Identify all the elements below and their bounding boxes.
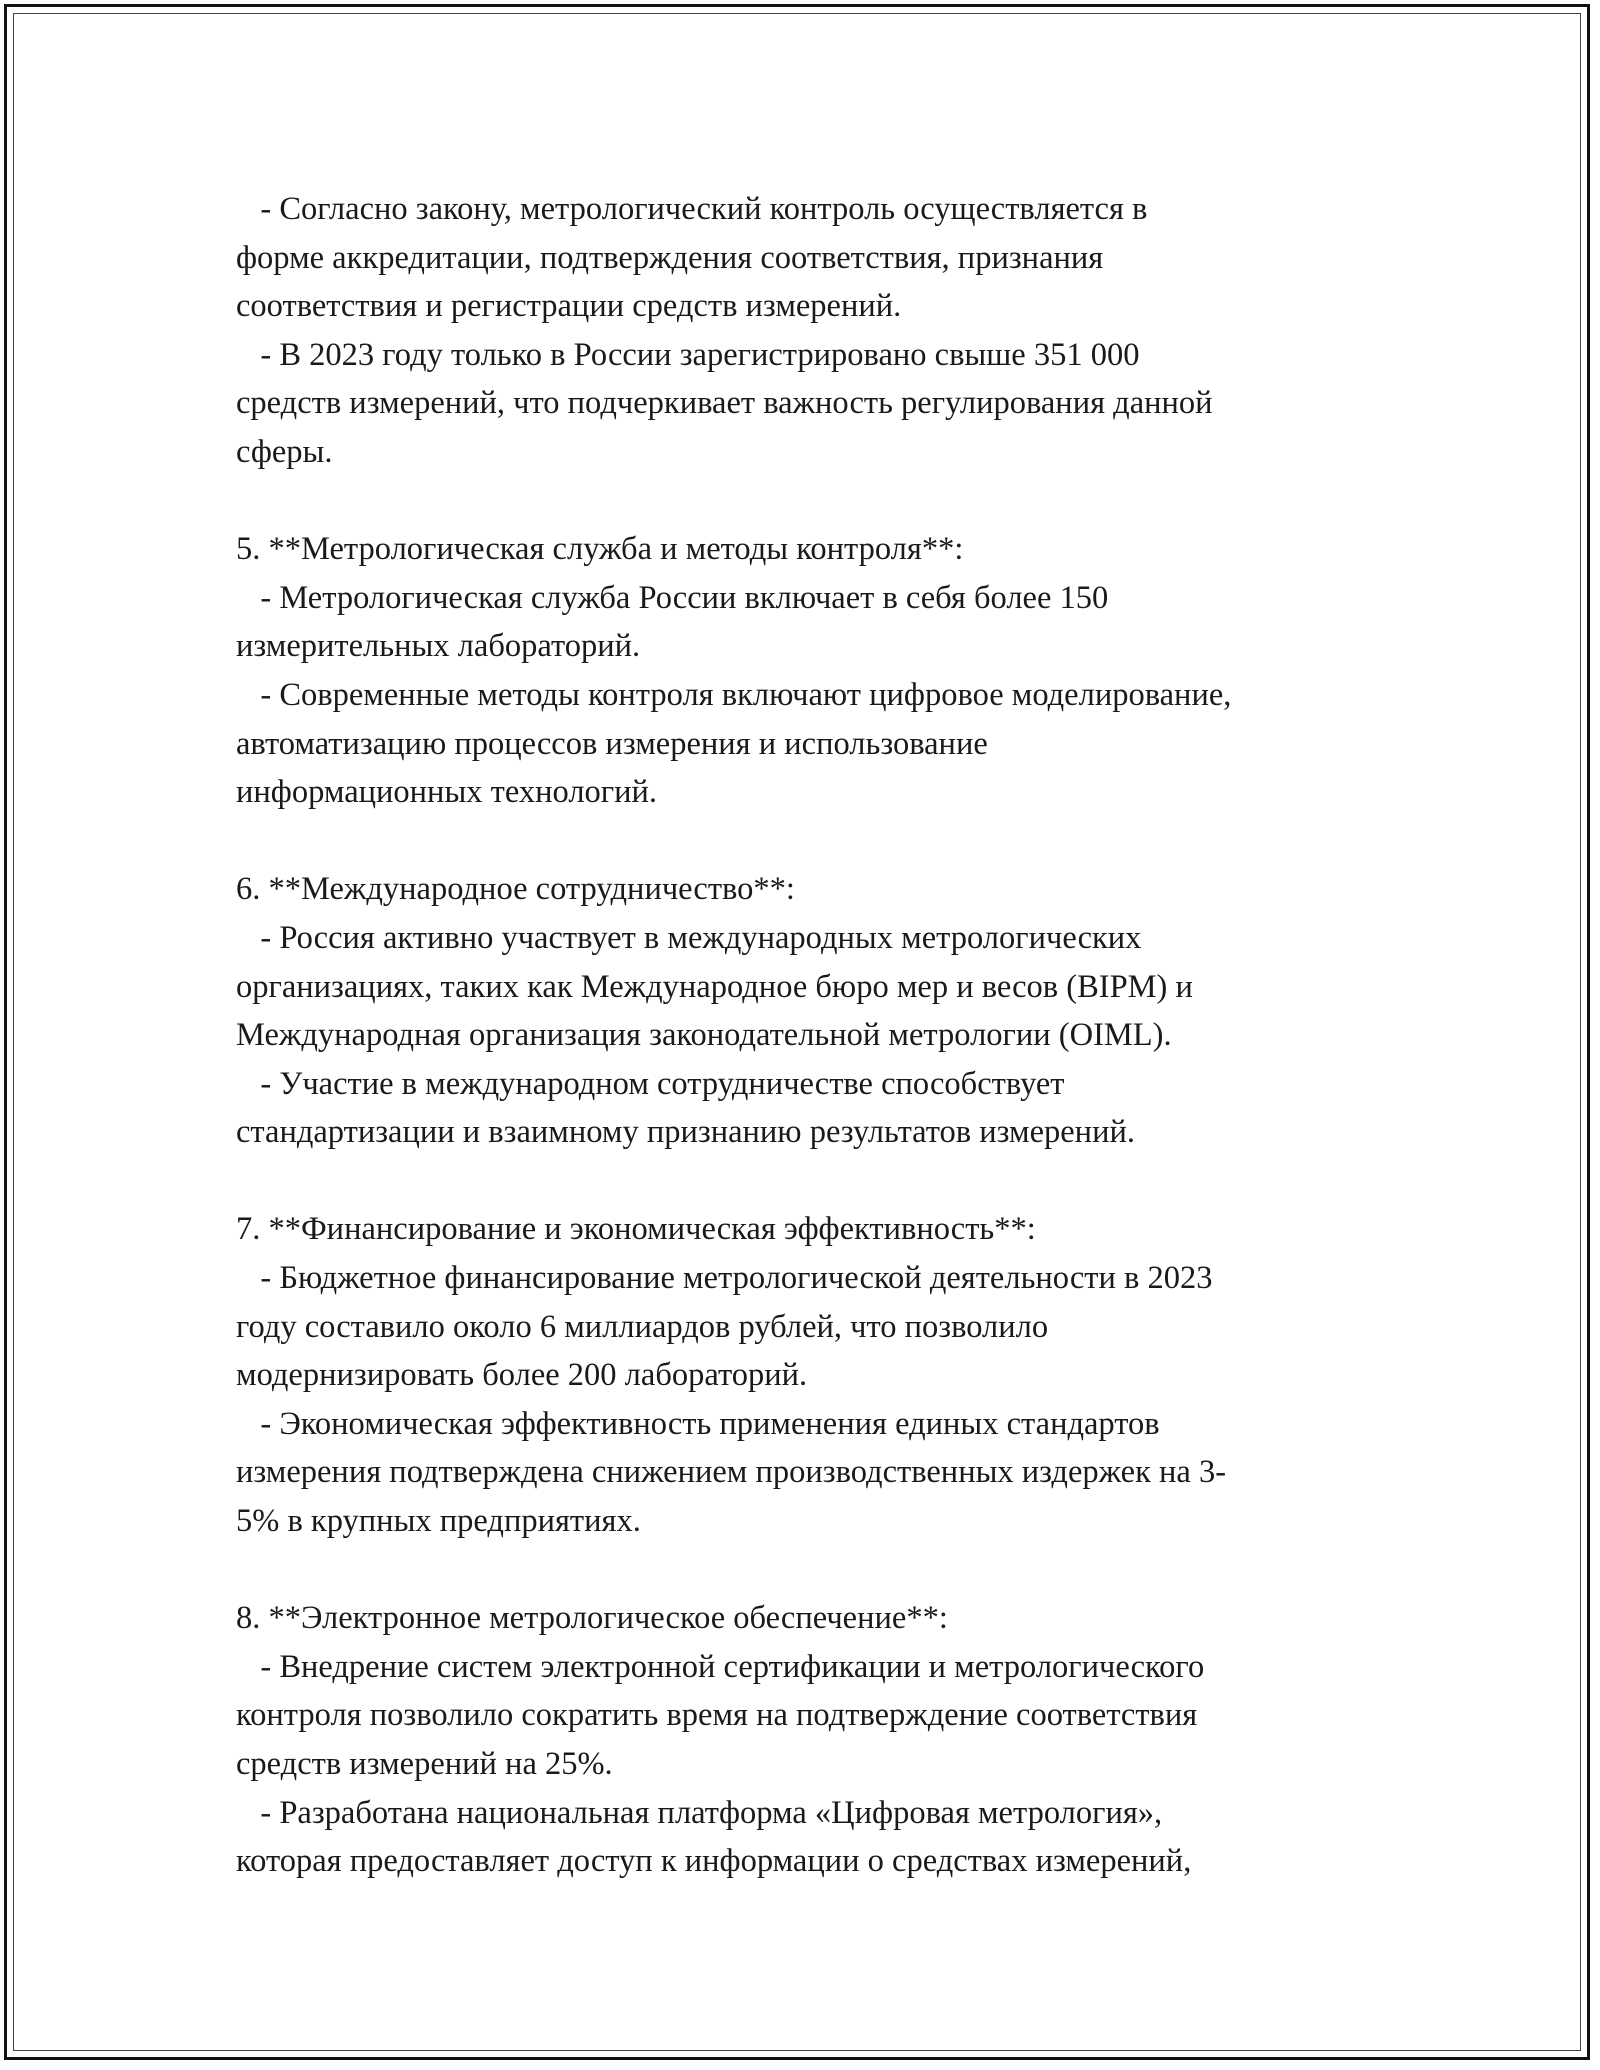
blank-line <box>236 1546 1396 1595</box>
text-line: автоматизацию процессов измерения и использование <box>236 725 988 762</box>
text-line: - Современные методы контроля включают цифровое моделирование, <box>236 676 1232 713</box>
text-line: - Разработана национальная платформа «Цифровая метрология», <box>236 1794 1163 1831</box>
text-line: - Внедрение систем электронной сертификации и метрологического <box>236 1648 1205 1685</box>
blank-line <box>236 1157 1396 1206</box>
text-line: 5% в крупных предприятиях. <box>236 1503 641 1540</box>
text-line: стандартизации и взаимному признанию результатов измерений. <box>236 1114 1135 1151</box>
section-heading: 7. **Финансирование и экономическая эффективность**: <box>236 1211 1036 1248</box>
text-line: модернизировать более 200 лабораторий. <box>236 1357 808 1394</box>
text-line: которая предоставляет доступ к информации о средствах измерений, <box>236 1843 1192 1880</box>
text-line: - Метрологическая служба России включает в себя более 150 <box>236 579 1109 616</box>
text-line: году составило около 6 миллиардов рублей, что позволило <box>236 1308 1049 1345</box>
text-line: соответствия и регистрации средств измерений. <box>236 288 902 325</box>
text-line: форме аккредитации, подтверждения соответствия, признания <box>236 239 1104 276</box>
text-line: контроля позволило сократить время на подтверждение соответствия <box>236 1697 1198 1734</box>
text-line: средств измерений на 25%. <box>236 1746 613 1782</box>
text-line: - Экономическая эффективность применения единых стандартов <box>236 1405 1160 1442</box>
text-line: - Согласно закону, метрологический контроль осуществляется в <box>236 191 1148 227</box>
text-line: - Бюджетное финансирование метрологической деятельности в 2023 <box>236 1260 1213 1297</box>
document-body <box>236 185 1396 1886</box>
section-heading: 8. **Электронное метрологическое обеспечение**: <box>236 1600 948 1637</box>
text-line: измерения подтверждена снижением производственных издержек на 3- <box>236 1454 1227 1491</box>
text-line: средств измерений, что подчеркивает важность регулирования данной <box>236 385 1213 422</box>
section-heading: 6. **Международное сотрудничество**: <box>236 871 795 908</box>
text-line: - Россия активно участвует в международных метрологических <box>236 919 1142 956</box>
text-line: измерительных лабораторий. <box>236 628 641 665</box>
text-line: Международная организация законодательной метрологии (OIML). <box>236 1017 1172 1054</box>
text-line: сферы. <box>236 433 333 470</box>
blank-line <box>236 817 1396 866</box>
text-line: - Участие в международном сотрудничестве способствует <box>236 1065 1065 1102</box>
section-heading: 5. **Метрологическая служба и методы контроля**: <box>236 531 964 568</box>
text-line: организациях, таких как Международное бюро мер и весов (BIPM) и <box>236 968 1193 1005</box>
text-line: - В 2023 году только в России зарегистрировано свыше 351 000 <box>236 336 1140 373</box>
blank-line <box>236 477 1396 526</box>
text-line: информационных технологий. <box>236 774 658 811</box>
